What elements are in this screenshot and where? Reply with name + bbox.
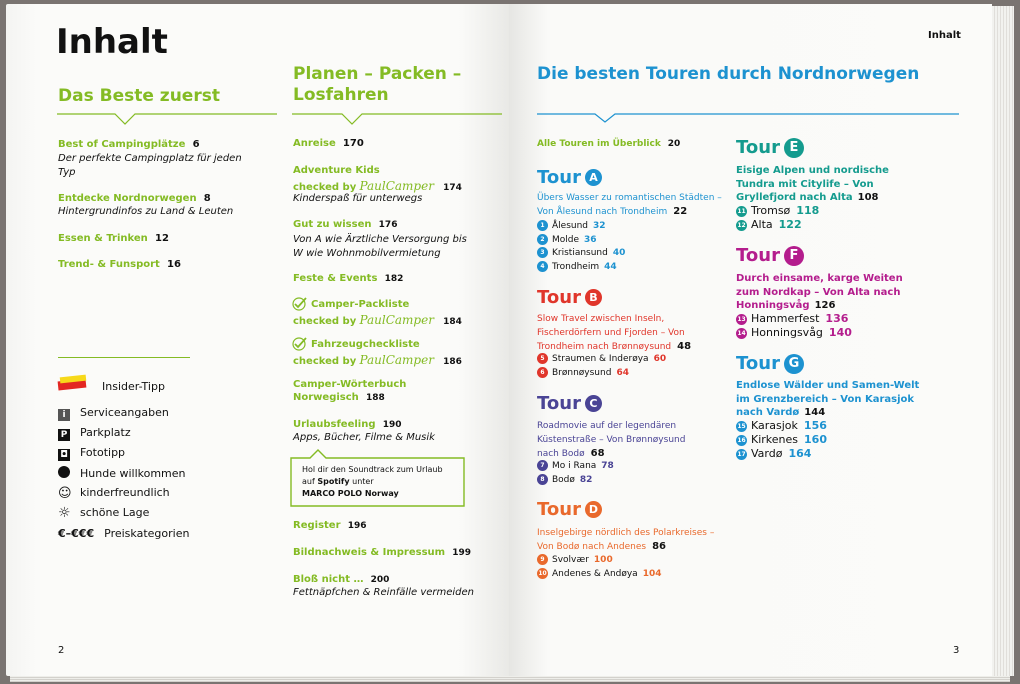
- tour-stop[interactable]: 13 Hammerfest 136: [737, 312, 849, 325]
- toc-entry[interactable]: Alle Touren im Überblick 20: [537, 139, 681, 149]
- sun-icon: ☼: [58, 505, 71, 521]
- toc-entry-sub: Der perfekte Campingplatz für jeden Typ: [58, 153, 242, 178]
- toc-entry[interactable]: Bildnachweis & Impressum 199: [293, 547, 472, 558]
- running-head: Inhalt: [928, 30, 961, 41]
- tour-badge-c: C: [585, 395, 602, 412]
- checkmark-icon: [292, 297, 308, 311]
- tour-badge-a: A: [585, 169, 602, 186]
- info-icon: i: [58, 409, 70, 421]
- child-face-icon: ☺: [58, 486, 72, 501]
- dog-paw-icon: [58, 466, 70, 478]
- tour-label-c[interactable]: Tour C: [537, 393, 602, 414]
- tour-label-b[interactable]: Tour B: [537, 287, 602, 308]
- tour-label-a[interactable]: Tour A: [537, 167, 602, 188]
- tour-stop[interactable]: 6 Brønnøysund 64: [537, 366, 666, 380]
- tour-description: Slow Travel zwischen Inseln, Fischerdörfern und Fjorden – Von Trondheim nach Brønnøysund 48: [537, 314, 692, 352]
- legend-item: Hunde willkommen: [58, 466, 186, 480]
- tour-description: Durch einsame, karge Weiten zum Nordkap – Von Alta nach Honningsvåg 126: [736, 273, 903, 311]
- toc-entry[interactable]: checked by PaulCamper 184: [293, 313, 462, 327]
- tour-badge-f: F: [784, 246, 804, 266]
- tour-stop[interactable]: 7 Mo i Rana 78: [537, 459, 614, 473]
- toc-entry-title[interactable]: Camper-Packliste: [311, 299, 410, 310]
- tour-stops: [736, 312, 852, 340]
- section-heading-planen: Planen – Packen – Losfahren: [293, 64, 462, 105]
- tour-description: Übers Wasser zu romantischen Städten – Von Ålesund nach Trondheim 22: [537, 193, 722, 217]
- legend-item: ☼ schöne Lage: [58, 505, 150, 521]
- tour-stop[interactable]: 5 Straumen & Inderøya 60: [537, 352, 666, 366]
- toc-entry[interactable]: checked by PaulCamper 174: [293, 179, 462, 193]
- checkmark-icon: [292, 337, 308, 351]
- toc-entry-title[interactable]: Fahrzeugcheckliste: [311, 339, 420, 350]
- tour-stop[interactable]: 17 Vardø 164: [737, 447, 812, 460]
- insider-tipp-marker: [58, 379, 88, 392]
- toc-entry[interactable]: Trend- & Funsport 16: [58, 259, 181, 270]
- tour-badge-b: B: [585, 289, 602, 306]
- tour-stops: [736, 419, 827, 461]
- tour-stop[interactable]: 9 Svolvær 100: [537, 553, 662, 567]
- tour-label-e[interactable]: Tour E: [736, 137, 804, 158]
- tour-badge-g: G: [784, 354, 804, 374]
- tour-description: Endlose Wälder und Samen-Welt im Grenzbereich – Von Karasjok nach Vardø 144: [736, 380, 920, 418]
- tour-stops: [537, 220, 625, 274]
- toc-entry[interactable]: Bloß nicht … 200: [293, 574, 390, 585]
- tour-badge-d: D: [585, 501, 602, 518]
- legend-item: Insider-Tipp: [58, 379, 165, 393]
- toc-entry[interactable]: Norwegisch 188: [293, 392, 385, 403]
- tour-stop[interactable]: 12 Alta 122: [737, 218, 802, 231]
- paulcamper-signature: PaulCamper: [359, 353, 434, 367]
- toc-entry-sub: Apps, Bücher, Filme & Musik: [293, 432, 435, 443]
- heading-divider: [292, 112, 504, 128]
- legend-item: i Serviceangaben: [58, 406, 169, 421]
- tour-label-f[interactable]: Tour F: [736, 245, 804, 266]
- page-edges-bottom: [10, 676, 1010, 682]
- legend-item: ☺ kinderfreundlich: [58, 486, 170, 501]
- price-icon: €–€€€: [58, 527, 95, 540]
- tour-badge-e: E: [784, 138, 804, 158]
- tour-stops: [537, 352, 666, 380]
- page-edges: [992, 6, 1014, 676]
- tour-stops: [537, 459, 614, 487]
- toc-entry[interactable]: Best of Campingplätze 6: [58, 139, 200, 150]
- tour-label-d[interactable]: Tour D: [537, 499, 602, 520]
- toc-entry-title[interactable]: Camper-Wörterbuch: [293, 379, 407, 390]
- heading-divider: [57, 112, 279, 128]
- legend-item: ◘ Fototipp: [58, 446, 125, 461]
- toc-entry-sub: Fettnäpfchen & Reinfälle vermeiden: [293, 587, 475, 598]
- tour-stop[interactable]: 8 Bodø 82: [537, 473, 614, 487]
- toc-entry[interactable]: Anreise 170: [293, 138, 364, 149]
- legend-item: P Parkplatz: [58, 426, 131, 441]
- tour-stop[interactable]: 1 Ålesund 32: [537, 220, 625, 234]
- tour-label-g[interactable]: Tour G: [736, 353, 804, 374]
- tours-heading: Die besten Touren durch Nordnorwegen: [537, 64, 920, 84]
- toc-entry-sub: Hintergrundinfos zu Land & Leuten: [58, 206, 234, 217]
- toc-entry[interactable]: Entdecke Nordnorwegen 8: [58, 193, 211, 204]
- toc-entry[interactable]: Feste & Events 182: [293, 273, 404, 284]
- tour-description: Eisige Alpen und nordische Tundra mit Citylife – Von Gryllefjord nach Alta 108: [736, 165, 889, 203]
- toc-entry[interactable]: Register 196: [293, 520, 367, 531]
- tour-stops: [736, 204, 819, 232]
- tour-stops: [537, 553, 662, 581]
- page-number-right: 3: [953, 645, 960, 656]
- page-number-left: 2: [58, 645, 65, 656]
- parking-icon: P: [58, 429, 70, 441]
- tour-stop[interactable]: 15 Karasjok 156: [737, 419, 827, 432]
- paulcamper-signature: PaulCamper: [359, 179, 434, 193]
- legend-divider: [58, 357, 190, 358]
- heading-divider: [537, 106, 963, 124]
- tour-stop[interactable]: 2 Molde 36: [537, 234, 625, 248]
- toc-entry[interactable]: Urlaubsfeeling 190: [293, 419, 402, 430]
- toc-entry[interactable]: Essen & Trinken 12: [58, 233, 169, 244]
- tour-stop[interactable]: 14 Honningsvåg 140: [737, 326, 852, 339]
- toc-entry-title[interactable]: Adventure Kids: [293, 165, 380, 176]
- toc-entry[interactable]: Gut zu wissen 176: [293, 219, 398, 230]
- camera-icon: ◘: [58, 449, 70, 461]
- paulcamper-signature: PaulCamper: [359, 313, 434, 327]
- tour-stop[interactable]: 4 Trondheim 44: [537, 261, 625, 275]
- page-title: Inhalt: [56, 22, 168, 62]
- tour-description: Roadmovie auf der legendären Küstenstraße – Von Brønnøysund nach Bodø 68: [537, 421, 686, 459]
- legend-item: €–€€€ Preiskategorien: [58, 527, 190, 540]
- tour-description: Inselgebirge nördlich des Polarkreises – Von Bodø nach Andenes 86: [537, 528, 715, 552]
- tour-stop[interactable]: 16 Kirkenes 160: [737, 433, 827, 446]
- tour-stop[interactable]: 3 Kristiansund 40: [537, 247, 625, 261]
- tour-stop[interactable]: 11 Tromsø 118: [737, 204, 820, 217]
- toc-entry[interactable]: checked by PaulCamper 186: [293, 353, 462, 367]
- toc-entry-sub: Von A wie Ärztliche Versorgung bis W wie Wohnmobilvermietung: [293, 234, 467, 259]
- spotify-callout-text[interactable]: Hol dir den Soundtrack zum Urlaub auf Spotify unter MARCO POLO Norway: [302, 465, 443, 498]
- tour-stop[interactable]: 10 Andenes & Andøya 104: [538, 569, 662, 579]
- toc-entry-sub: Kinderspaß für unterwegs: [293, 193, 423, 204]
- section-heading-das-beste: Das Beste zuerst: [58, 86, 220, 106]
